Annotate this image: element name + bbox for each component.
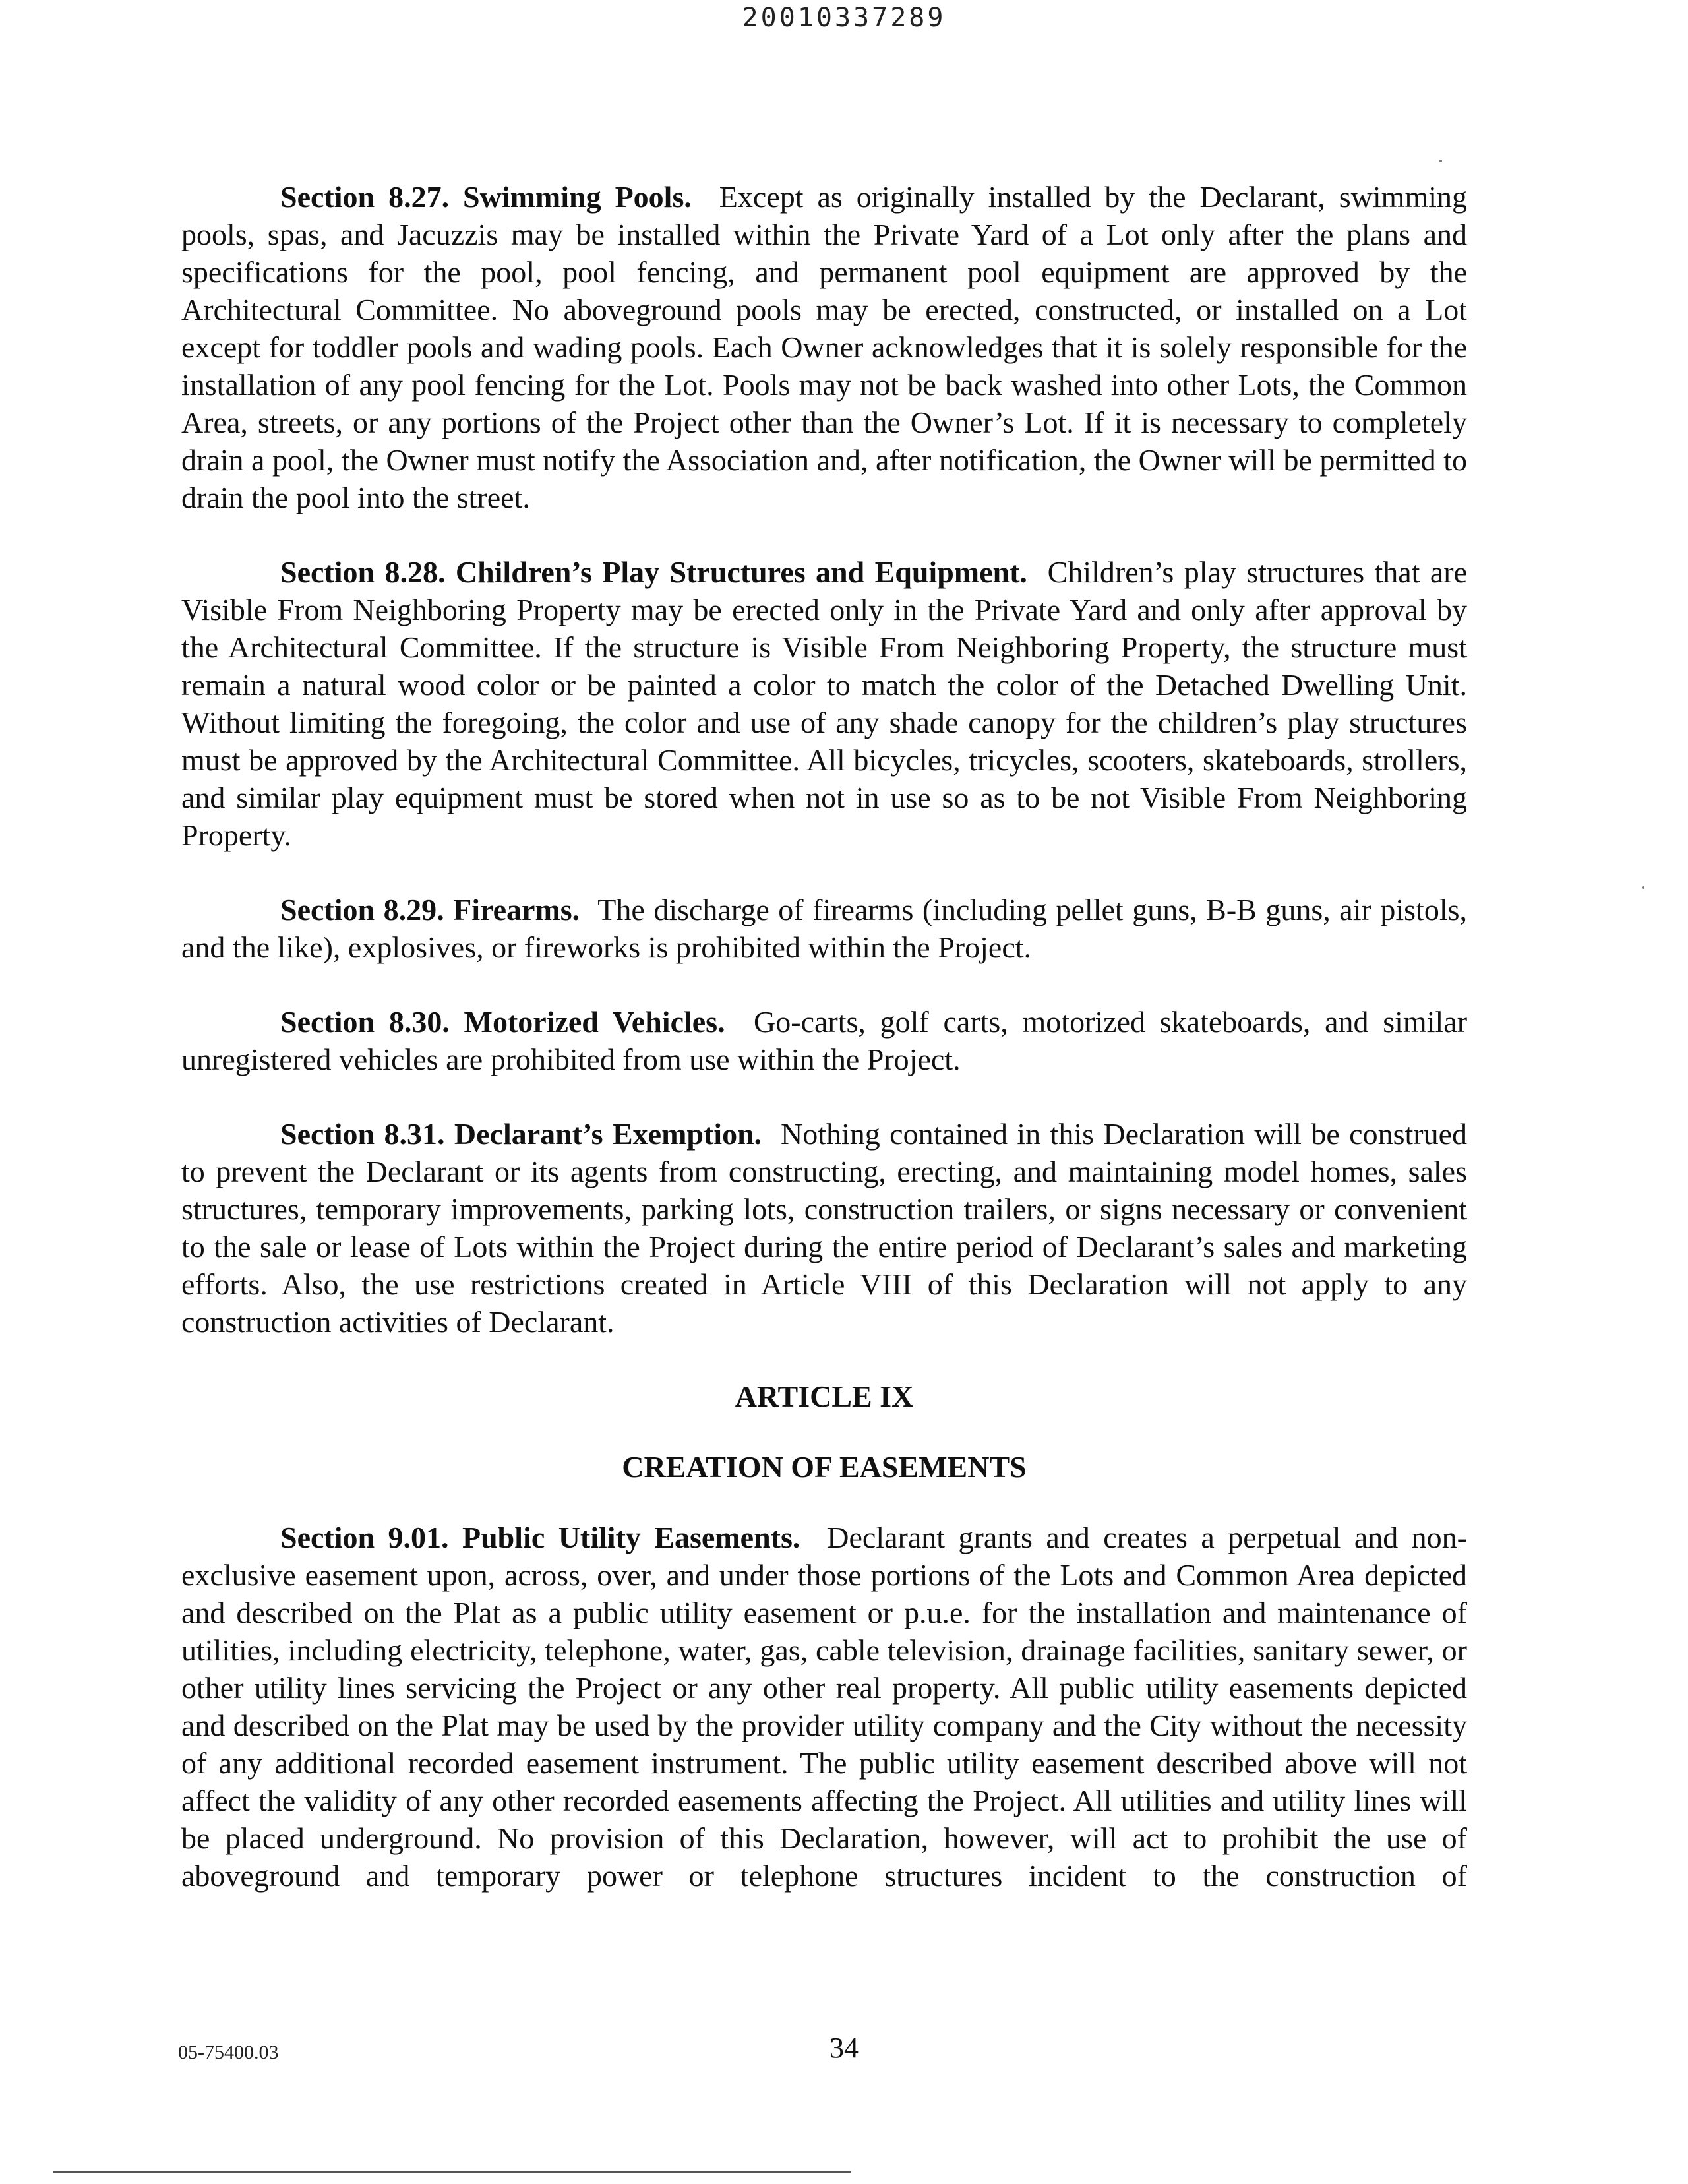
article-number: ARTICLE IX	[735, 1380, 914, 1413]
document-body	[181, 178, 1467, 1931]
section-body: Declarant grants and creates a perpetual and non-exclusive easement upon, across, over, and under those portions of the Lots and Common Area depicted and described on the Plat as a public utility easement or p.u.e. for the installation and maintenance of utilities, including electricity, telephone, water, gas, cable television, drainage facilities, sanitary sewer, or other utility lines servicing the Project or any other real property. All public utility easements depicted and described on the Plat may be used by the provider utility company and the City without the necessity of any additional recorded easement instrument. The public utility easement described above will not affect the validity of any other recorded easements affecting the Project. All utilities and utility lines will be placed underground. No provision of this Declaration, however, will act to prohibit the use of aboveground and temporary power or telephone structures incident to the construction of	[181, 1521, 1468, 1893]
section-body: Go-carts, golf carts, motorized skateboards, and similar unregistered vehicles are prohibited from use within the Project.	[181, 1005, 1468, 1076]
section-8-30	[181, 1003, 1467, 1078]
section-8-29	[181, 891, 1467, 966]
section-body: Nothing contained in this Declaration will be construed to prevent the Declarant or its agents from constructing, erecting, and maintaining model homes, sales structures, temporary improvements, parking lots, construction trailers, or signs necessary or convenient to the sale or lease of Lots within the Project during the entire period of Declarant’s sales and marketing efforts. Also, the use restrictions created in Article VIII of this Declaration will not apply to any construction activities of Declarant.	[181, 1117, 1467, 1339]
section-heading: Section 8.30. Motorized Vehicles.	[280, 1005, 725, 1039]
section-heading: Section 8.29. Firearms.	[280, 893, 580, 926]
section-8-31	[181, 1115, 1467, 1341]
section-body: Children’s play structures that are Visible From Neighboring Property may be erected only in the Private Yard and only after approval by the Architectural Committee. If the structure is Visible From Neighboring Property, the structure must remain a natural wood color or be painted a color to match the color of the Detached Dwelling Unit. Without limiting the foregoing, the color and use of any shade canopy for the children’s play structures must be approved by the Architectural Committee. All bicycles, tricycles, scooters, skateboards, strollers, and similar play equipment must be stored when not in use so as to be not Visible From Neighboring Property.	[181, 555, 1467, 852]
page-number: 34	[829, 2032, 859, 2064]
section-body: The discharge of firearms (including pellet guns, B-B guns, air pistols, and the like), explosives, or fireworks is prohibited within the Project.	[181, 893, 1467, 964]
scan-speck	[1439, 160, 1442, 162]
section-8-27	[181, 178, 1467, 516]
document-number: 20010337289	[742, 3, 946, 33]
bottom-rule	[53, 2171, 851, 2173]
section-heading: Section 8.31. Declarant’s Exemption.	[280, 1117, 762, 1151]
article-title: CREATION OF EASEMENTS	[622, 1450, 1027, 1484]
section-body: Except as originally installed by the Declarant, swimming pools, spas, and Jacuzzis may be installed within the Private Yard of a Lot only after the plans and specifications for the pool, pool fencing, and permanent pool equipment are approved by the Architectural Committee. No aboveground pools may be erected, constructed, or installed on a Lot except for toddler pools and wading pools. Each Owner acknowledges that it is solely responsible for the installation of any pool fencing for the Lot. Pools may not be back washed into other Lots, the Common Area, streets, or any portions of the Project other than the Owner’s Lot. If it is necessary to completely drain a pool, the Owner must notify the Association and, after notification, the Owner will be permitted to drain the pool into the street.	[181, 180, 1468, 514]
footer-document-code: 05-75400.03	[178, 2042, 279, 2063]
section-9-01	[181, 1519, 1467, 1895]
section-heading: Section 9.01. Public Utility Easements.	[280, 1521, 800, 1554]
section-heading: Section 8.27. Swimming Pools.	[280, 180, 692, 214]
scan-speck	[1642, 886, 1644, 889]
section-heading: Section 8.28. Children’s Play Structures and Equipment.	[280, 555, 1027, 589]
section-8-28	[181, 553, 1467, 854]
